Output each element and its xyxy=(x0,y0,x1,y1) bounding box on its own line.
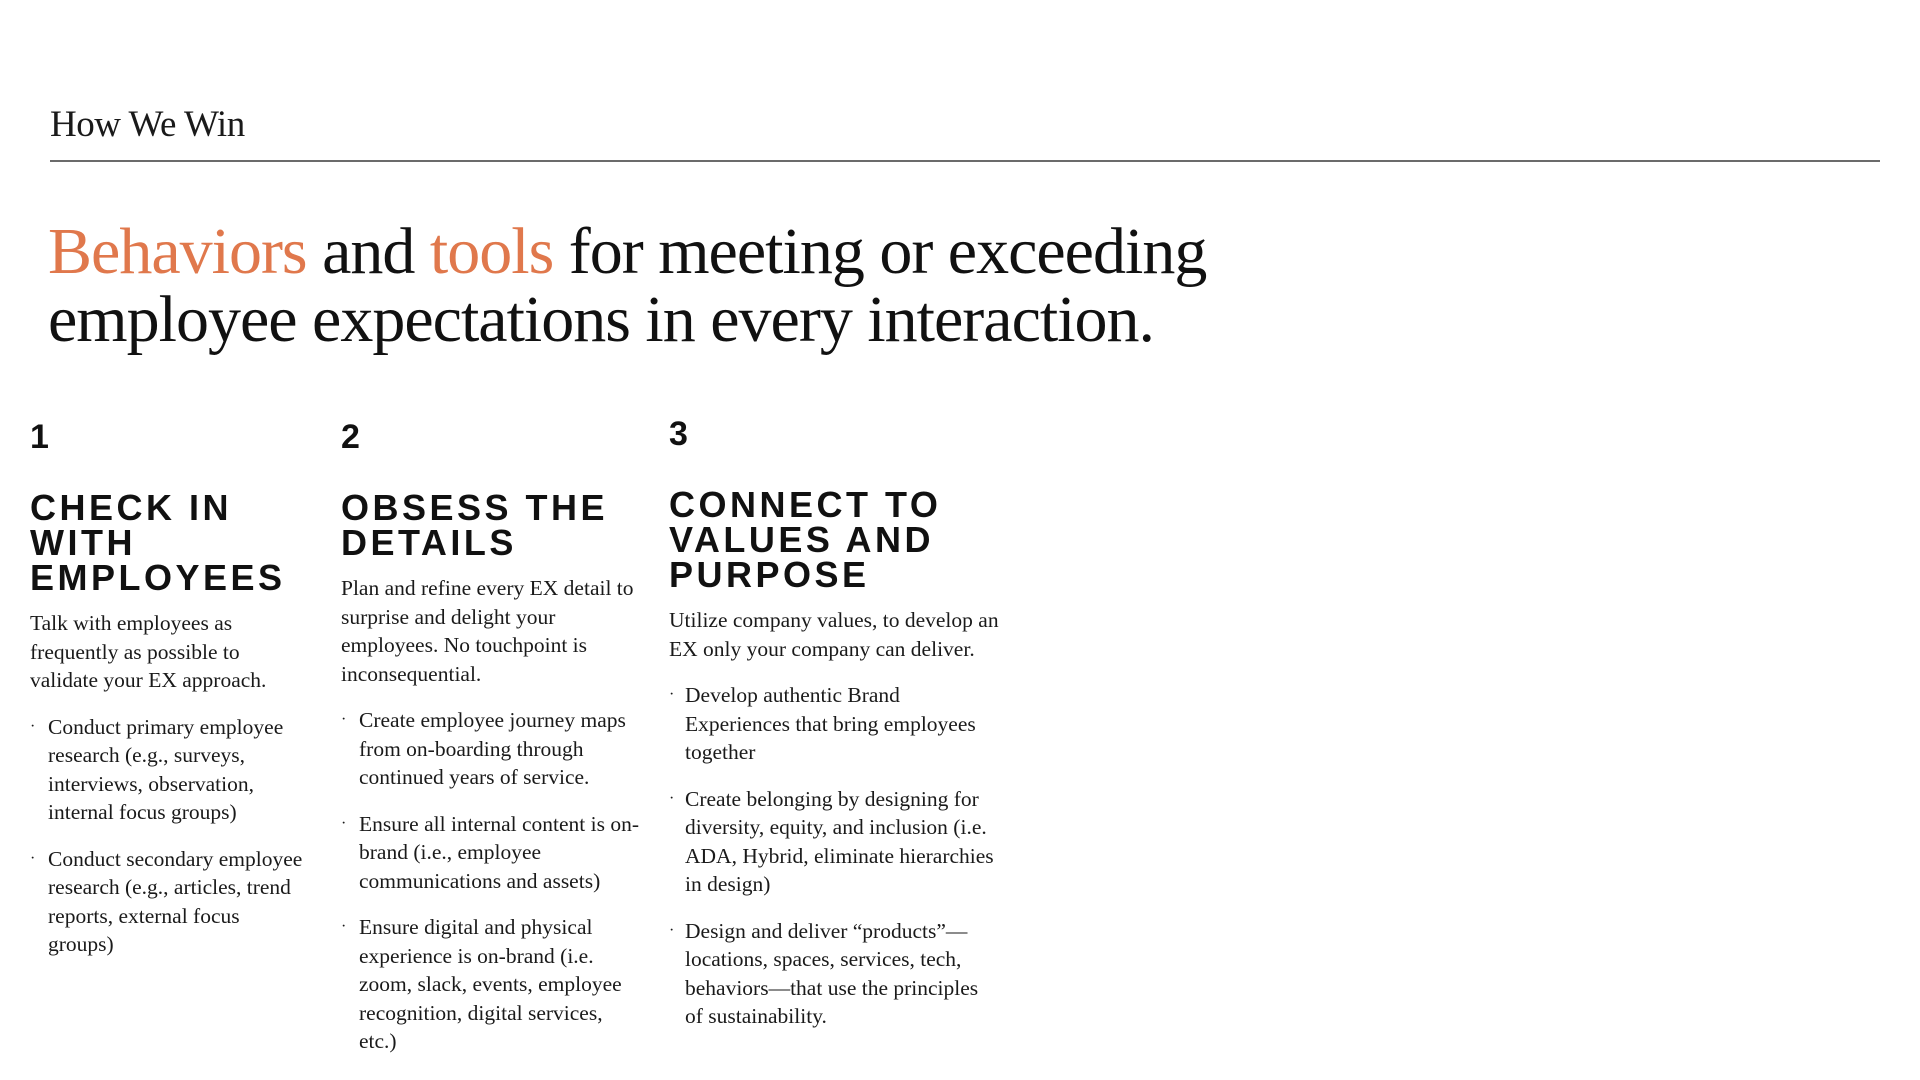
bullet-list xyxy=(341,706,641,1056)
bullet-dot-icon: · xyxy=(669,789,675,807)
page-headline xyxy=(48,215,1448,356)
column-check-in xyxy=(30,420,310,977)
bullet-text: Develop authentic Brand Experiences that bring employees together xyxy=(685,683,976,764)
headline-accent-tools: tools xyxy=(429,215,554,288)
bullet-item xyxy=(669,681,999,767)
bullet-item xyxy=(30,713,310,827)
bullet-list xyxy=(669,681,999,1031)
headline-accent-behaviors: Behaviors xyxy=(48,215,307,288)
headline-text-rest: for meeting or exceeding employee expectations in every interaction. xyxy=(48,215,1207,356)
bullet-item xyxy=(341,706,641,792)
header-divider xyxy=(50,160,1880,162)
bullet-list xyxy=(30,713,310,959)
column-description: Utilize company values, to develop an EX only your company can deliver. xyxy=(669,608,999,661)
headline-text-and: and xyxy=(306,215,430,288)
bullet-dot-icon: · xyxy=(341,711,347,728)
bullet-dot-icon: · xyxy=(669,921,675,939)
column-obsess-details xyxy=(341,420,641,1074)
column-title: OBSESS THE DETAILS xyxy=(341,487,609,563)
column-number: 2 xyxy=(341,418,360,456)
column-description: Plan and refine every EX detail to surprise and delight your employees. No touchpoint is inconsequential. xyxy=(341,576,634,686)
bullet-text: Create employee journey maps from on-boarding through continued years of service. xyxy=(359,708,626,789)
bullet-dot-icon: · xyxy=(341,918,347,935)
bullet-item xyxy=(341,913,641,1056)
bullet-dot-icon: · xyxy=(341,814,347,832)
column-number: 1 xyxy=(30,418,49,456)
bullet-dot-icon: · xyxy=(669,686,675,703)
bullet-text: Create belonging by designing for diversity, equity, and inclusion (i.e. ADA, Hybrid, eliminate hierarchies in design) xyxy=(685,786,994,896)
bullet-item xyxy=(669,785,999,899)
bullet-item xyxy=(341,810,641,896)
column-number: 3 xyxy=(669,415,688,453)
column-title: CONNECT TO VALUES AND PURPOSE xyxy=(669,484,942,595)
bullet-text: Conduct primary employee research (e.g., surveys, interviews, observation, internal focus groups) xyxy=(48,714,284,824)
column-title: CHECK IN WITH EMPLOYEES xyxy=(30,487,286,598)
bullet-text: Design and deliver “products”—locations, spaces, services, tech, behaviors—that use the principles of sustainability. xyxy=(685,918,979,1028)
bullet-dot-icon: · xyxy=(30,717,36,735)
bullet-dot-icon: · xyxy=(30,849,36,867)
section-title: How We Win xyxy=(50,104,245,145)
bullet-item xyxy=(669,917,999,1031)
column-connect-values xyxy=(669,417,999,1049)
column-description: Talk with employees as frequently as possible to validate your EX approach. xyxy=(30,611,267,692)
bullet-text: Ensure all internal content is on-brand (i.e., employee communications and assets) xyxy=(359,811,640,893)
bullet-text: Ensure digital and physical experience is on-brand (i.e. zoom, slack, events, employee recognition, digital services, etc.) xyxy=(359,915,622,1053)
bullet-item xyxy=(30,845,310,959)
bullet-text: Conduct secondary employee research (e.g., articles, trend reports, external focus groups) xyxy=(48,846,303,956)
